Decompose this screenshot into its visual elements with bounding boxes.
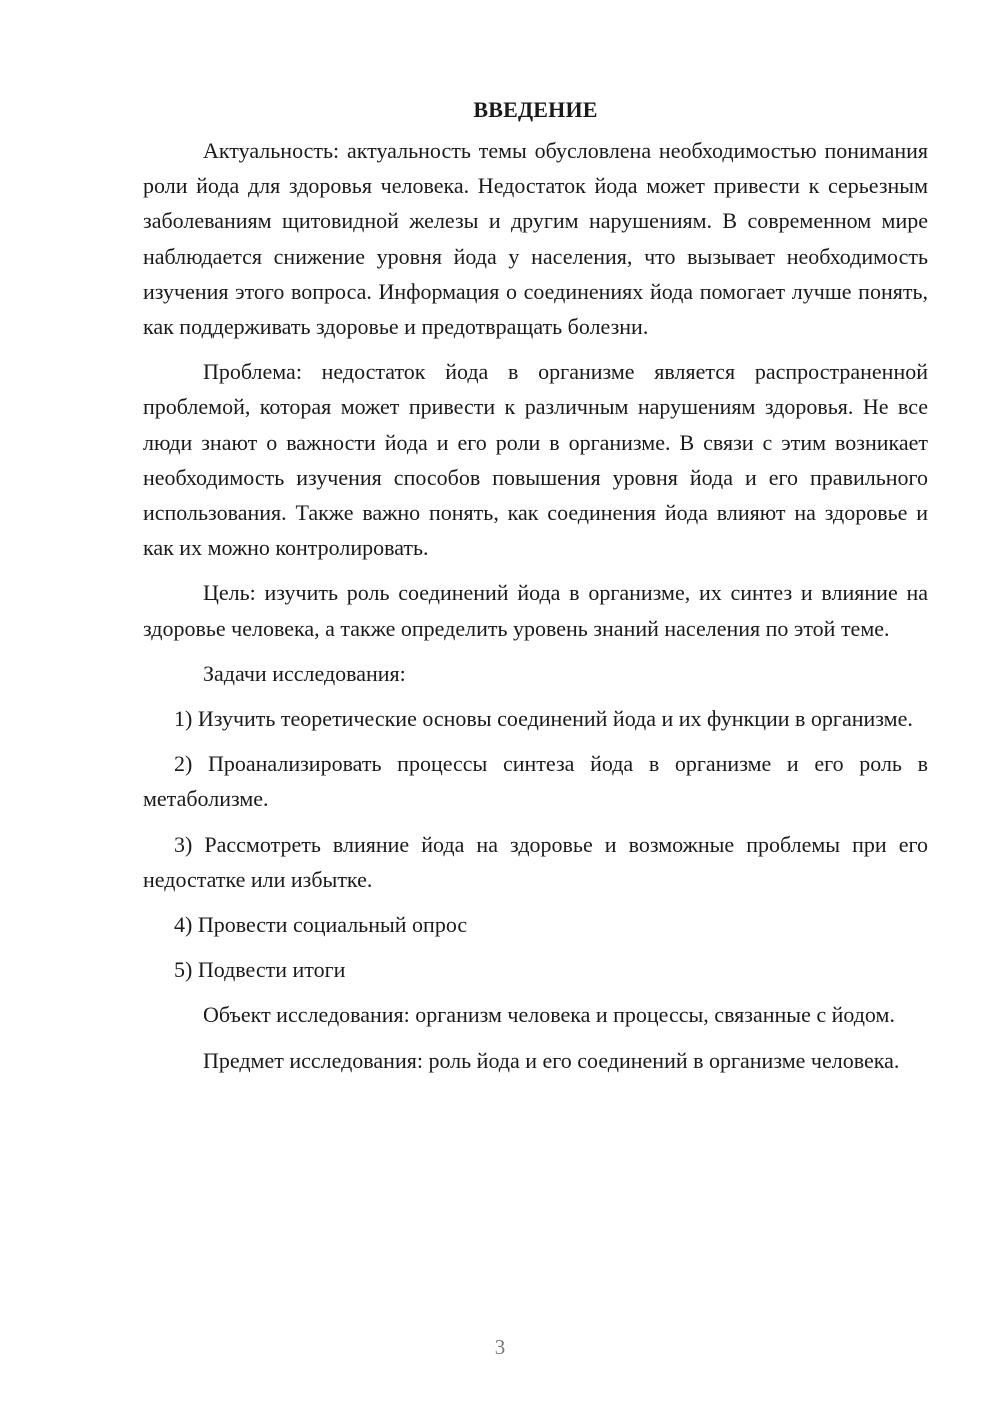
task-item-4: 4) Провести социальный опрос [174,912,468,938]
tasks-heading: Задачи исследования: [203,660,406,686]
page-title: ВВЕДЕНИЕ [473,97,598,122]
document-page [143,92,928,1322]
subject-paragraph: Предмет исследования: роль йода и его соединений в организме человека. [203,1047,900,1073]
goal-paragraph: Цель: изучить роль соединений йода в организме, их синтез и влияние на здоровье человека, а также определить уровень знаний населения по этой теме. [143,580,928,641]
problem-paragraph: Проблема: недостаток йода в организме является распространенной проблемой, которая может привести к различным нарушениям здоровья. Не все люди знают о важности йода и его роли в организме. В связи с этим возникает необходимость изучения способов повышения уровня йода и его правильного использования. Также важно понять, как соединения йода влияют на здоровье и как их можно контролировать. [143,359,928,561]
task-item-5: 5) Подвести итоги [174,957,346,983]
object-paragraph: Объект исследования: организм человека и процессы, связанные с йодом. [203,1002,895,1028]
relevance-paragraph: Актуальность: актуальность темы обусловлена необходимостью понимания роли йода для здоровья человека. Недостаток йода может привести к серьезным заболеваниям щитовидной железы и другим нарушениям. В современном мире наблюдается снижение уровня йода у населения, что вызывает необходимость изучения этого вопроса. Информация о соединениях йода помогает лучше понять, как поддерживать здоровье и предотвращать болезни. [143,138,928,340]
task-item-3: 3) Рассмотреть влияние йода на здоровье и возможные проблемы при его недостатке или избытке. [143,831,928,892]
task-item-2: 2) Проанализировать процессы синтеза йода в организме и его роль в метаболизме. [143,751,928,812]
task-item-1: 1) Изучить теоретические основы соединений йода и их функции в организме. [174,706,913,732]
page-number: 3 [494,1335,506,1359]
